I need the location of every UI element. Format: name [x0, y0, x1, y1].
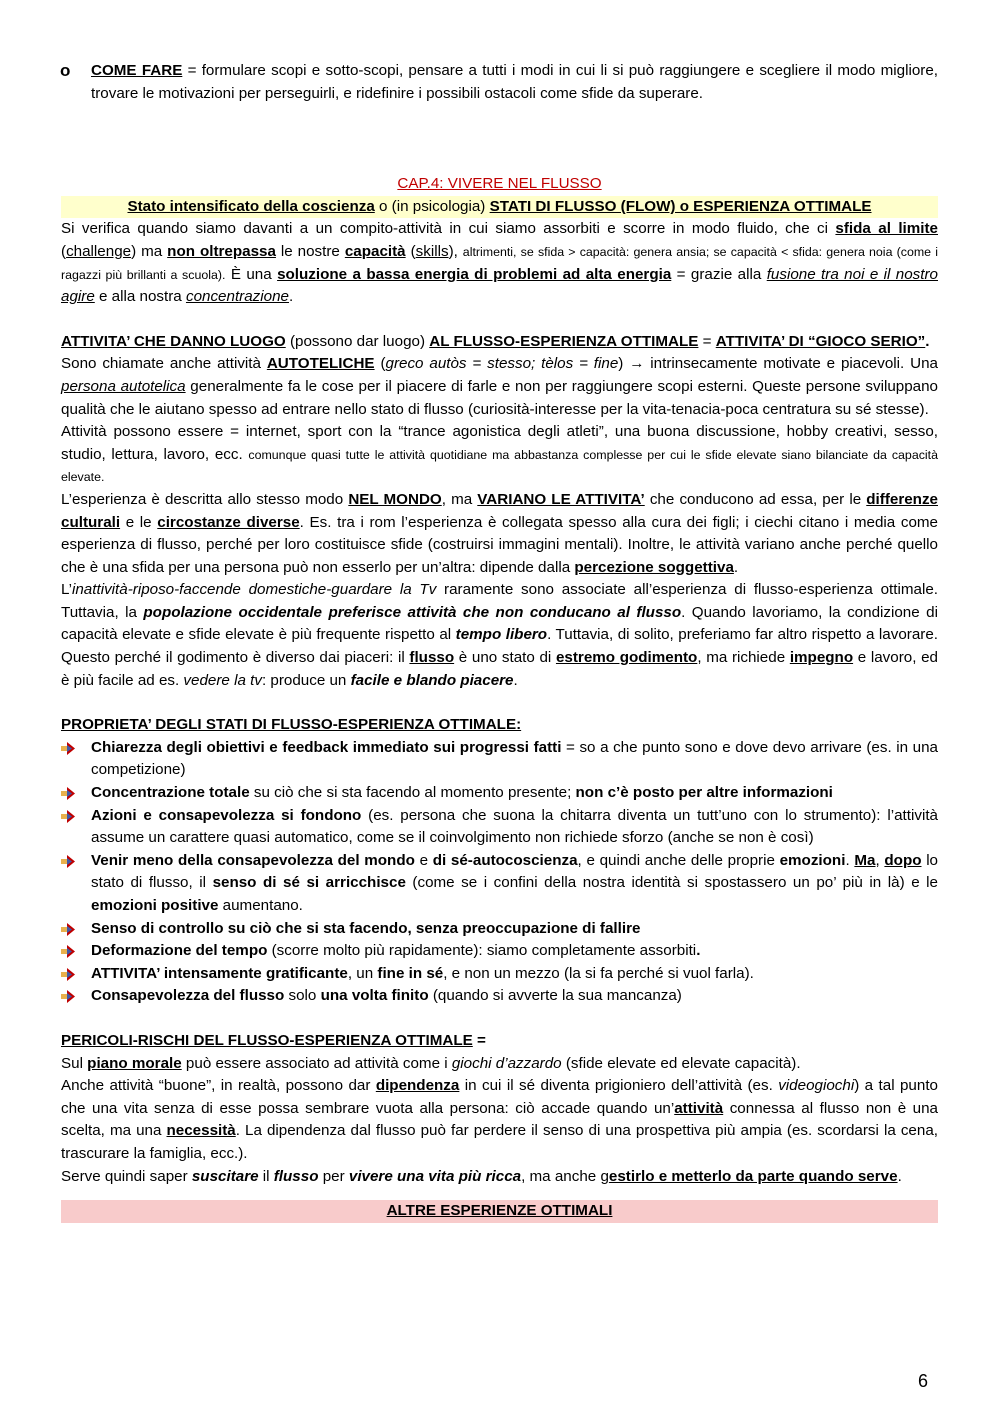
text-run: = [472, 1031, 486, 1049]
text-run: Ma [854, 851, 876, 869]
come-fare-label: COME FARE [91, 62, 183, 79]
text-run: ATTIVITA’ CHE DANNO LUOGO [61, 332, 286, 350]
text-run: è uno stato di [454, 649, 556, 667]
small-text-run: comunque quasi tutte le attività quotidiane ma abbastanza complesse per cui le sfide elevate siano bilanciate da capacità elevate. [61, 447, 938, 485]
risks-paragraph-1 [61, 1053, 938, 1076]
text-run: PERICOLI-RISCHI DEL FLUSSO-ESPERIENZA OTTIMALE [61, 1031, 473, 1049]
chapter-subtitle [61, 196, 938, 219]
text-run: emozioni [779, 851, 846, 869]
text-run: ) [618, 355, 630, 373]
text-run: ATTIVITA’ intensamente gratificante [91, 964, 348, 982]
text-run: ATTIVITA’ DI “GIOCO SERIO” [715, 332, 926, 350]
text-run: ( [405, 242, 416, 260]
text-run: e le [120, 513, 158, 531]
text-run: non oltrepassa [167, 242, 276, 260]
text-run: = [698, 332, 716, 350]
text-run: = so a che punto sono e dove devo arrivare (es. in una competizione) [91, 738, 938, 779]
subtitle-part-2: o (in psicologia) [374, 197, 490, 215]
text-run: Concentrazione totale [91, 784, 250, 802]
properties-list [61, 737, 938, 1008]
text-run: dopo [884, 851, 922, 869]
next-section-heading: ALTRE ESPERIENZE OTTIMALI [61, 1200, 938, 1223]
text-run: estremo godimento [555, 649, 698, 667]
text-run: . [513, 671, 518, 689]
text-run: challenge [66, 242, 132, 260]
text-run: Si verifica quando siamo davanti a un compito-attività in cui siamo assorbiti e scorre in modo fluido, che ci [61, 220, 836, 238]
list-item [61, 940, 938, 963]
text-run: : produce un [261, 671, 351, 689]
text-run: VARIANO LE ATTIVITA’ [477, 490, 645, 508]
text-run: flusso [273, 1167, 319, 1185]
risks-paragraph-3 [61, 1166, 938, 1189]
text-run: soluzione a bassa energia di problemi ad alta energia [277, 265, 672, 283]
text-run: ), [448, 242, 463, 260]
come-fare-text: = formulare scopi e sotto-scopi, pensare a tutti i modi in cui li si può raggiungere e scegliere il modo migliore, trovare le motivazioni per perseguirli, e ridefinire i possibili ostacoli come sfide da superare. [91, 62, 938, 102]
text-run: differenze culturali [61, 490, 938, 531]
text-run: (come se i confini della nostra identità si spostassero un po’ più in là) e le [405, 874, 938, 892]
text-run: senso di sé si arricchisce [212, 874, 406, 892]
text-run: circostanze diverse [157, 513, 300, 531]
text-run: Consapevolezza del flusso [91, 987, 285, 1005]
text-run: Serve quindi saper [61, 1167, 192, 1185]
text-run: vedere la tv [183, 671, 262, 689]
text-run: popolazione occidentale preferisce attività che non conducano al flusso [143, 603, 682, 621]
arrow-bullet-icon [61, 742, 75, 755]
risks-paragraph-2 [61, 1075, 938, 1165]
text-run: aumentano. [218, 897, 303, 914]
text-run: Venir meno della consapevolezza del mondo [91, 851, 415, 869]
text-run: ( [61, 242, 67, 260]
text-run: skills [415, 242, 449, 260]
text-run: videogiochi [778, 1077, 855, 1095]
text-run: impegno [789, 649, 854, 667]
text-run: concentrazione [185, 288, 289, 306]
text-run: vivere una vita più ricca [348, 1167, 522, 1185]
text-run: Attività possono essere = internet, sport con la “trance agonistica degli atleti”, una buona discussione, hobby creativi, sesso, studio, lettura, lavoro, ecc. [61, 423, 938, 463]
text-run: , e quindi anche delle proprie [577, 851, 780, 869]
spacer [61, 309, 938, 331]
text-run: su ciò che si sta facendo al momento presente; [249, 784, 576, 802]
text-run: giochi d’azzardo [451, 1054, 562, 1072]
spacer [61, 1188, 938, 1200]
text-run: L’esperienza è descritta allo stesso modo [61, 490, 349, 508]
text-run: (quando si avverte la sua mancanza) [428, 987, 682, 1005]
text-run: dipendenza [375, 1077, 460, 1095]
list-item [61, 737, 938, 782]
text-run: (es. persona che suona la chitarra diventa un tutt’uno con lo strumento): l’attività assume un carattere quasi automatico, come se il coinvolgimento non richiede sforzo (anche se non è così) [91, 806, 938, 847]
text-run: . Quando lavoriamo, la condizione di capacità elevate e sfide elevate è più frequente rispetto al [61, 603, 938, 644]
arrow-bullet-icon [61, 787, 75, 800]
text-run: , un [347, 964, 378, 982]
text-run: estirlo e metterlo da parte quando serve [608, 1167, 898, 1185]
text-run: e lavoro, ed è più facile ad es. [61, 649, 938, 689]
text-run: lo stato di flusso, il [91, 851, 939, 892]
right-arrow-icon: → [629, 355, 645, 373]
text-run: sfida al limite [835, 220, 938, 238]
text-run: connessa al flusso non è una scelta, ma una [61, 1099, 939, 1140]
arrow-bullet-icon [61, 923, 75, 936]
small-text-run: altrimenti, se sfida > capacità: genera ansia; se capacità < sfida: genera noia (come i ragazzi più brillanti a scuola). [61, 244, 938, 282]
text-run: ) a tal punto che una vita senza di esse possa sembrare vuota alla persona: ciò accade quando un’ [61, 1077, 938, 1117]
text-run: (sfide elevate ed elevate capacità). [561, 1054, 801, 1072]
arrow-bullet-icon [61, 990, 75, 1003]
text-run: intrinsecamente motivate e piacevoli. Una [644, 355, 938, 373]
text-run: generalmente fa le cose per il piacere di farle e non per raggiungere scopi esterni. Queste persone sviluppano qualità che le aiutano spesso ad entrare nello stato di flusso (curiosità-interesse per la vita-tenacia-poca centratura su sé stesse). [61, 377, 939, 418]
text-run: in cui il sé diventa prigioniero dell’attività (es. [459, 1077, 779, 1095]
text-run: Azioni e consapevolezza si fondono [91, 806, 362, 824]
text-run: non c’è posto per altre informazioni [575, 784, 833, 802]
text-run: che conducono ad essa, per le [644, 490, 867, 508]
subtitle-part-3: STATI DI FLUSSO (FLOW) o ESPERIENZA OTTIMALE [489, 197, 872, 215]
activities-examples-paragraph [61, 421, 938, 489]
list-item [61, 918, 938, 941]
text-run: e alla nostra [94, 288, 186, 306]
text-run: , ma richiede [697, 649, 790, 667]
text-run: le nostre [275, 242, 345, 260]
text-run: . [733, 558, 739, 576]
text-run: = grazie alla [671, 265, 767, 283]
text-run: ( [374, 355, 386, 373]
text-run: È una [225, 265, 278, 283]
text-run: . [925, 332, 930, 350]
text-run: Sul [61, 1054, 88, 1072]
text-run: fine in sé [377, 964, 444, 982]
text-run: Chiarezza degli obiettivi e feedback immediato sui progressi fatti [91, 738, 562, 756]
text-run: L’ [61, 581, 72, 599]
autotelic-paragraph [61, 353, 938, 421]
text-run: necessità [166, 1122, 236, 1140]
text-run: Senso di controllo su ciò che si sta facendo, senza preoccupazione di fallire [91, 919, 641, 937]
text-run: Anche attività “buone”, in realtà, possono dar [61, 1077, 376, 1095]
world-variation-paragraph [61, 489, 938, 579]
text-run: capacità [344, 242, 406, 260]
text-run: per [318, 1167, 349, 1185]
text-run: Deformazione del tempo [91, 942, 268, 960]
properties-heading: PROPRIETA’ DEGLI STATI DI FLUSSO-ESPERIENZA OTTIMALE: [61, 716, 522, 734]
text-run: tempo libero [455, 626, 548, 644]
text-run: (scorre molto più rapidamente): siamo completamente assorbiti [267, 942, 697, 960]
list-item [61, 805, 938, 850]
text-run: piano morale [87, 1054, 182, 1072]
text-run: percezione soggettiva [574, 558, 734, 576]
text-run: , ma anche g [521, 1167, 609, 1185]
document-body [61, 60, 938, 1223]
text-run: AL FLUSSO-ESPERIENZA OTTIMALE [429, 332, 699, 350]
text-run: . Tuttavia, di solito, preferiamo far altro rispetto a lavorare. Questo perché il godimento è diverso dai piaceri: il [61, 626, 938, 667]
text-run: , ma [441, 490, 478, 508]
arrow-bullet-icon [61, 945, 75, 958]
text-run: facile e blando piacere [350, 671, 514, 689]
text-run: . [288, 288, 294, 306]
list-item [61, 782, 938, 805]
arrow-bullet-icon [61, 968, 75, 981]
text-run: . [845, 851, 855, 869]
inactivity-paragraph [61, 579, 938, 692]
subtitle-part-1: Stato intensificato della coscienza [127, 197, 375, 215]
text-run: fusione tra noi e il nostro agire [61, 265, 938, 306]
risks-heading [61, 1030, 938, 1053]
bullet-o-mark: o [60, 61, 71, 80]
activities-heading-paragraph [61, 331, 938, 354]
text-run: ) ma [131, 242, 168, 260]
text-run: Sono chiamate anche attività [61, 355, 267, 373]
list-item [61, 850, 938, 918]
text-run: NEL MONDO [348, 490, 442, 508]
page-number: 6 [918, 1371, 929, 1391]
text-run: flusso [409, 649, 455, 667]
text-run: inattività-riposo-faccende domestiche-guardare la Tv [71, 581, 437, 599]
text-run: , e non un mezzo (la si fa perché si vuol farla). [443, 964, 754, 982]
text-run: il [258, 1167, 274, 1185]
arrow-bullet-icon [61, 855, 75, 868]
text-run: . Es. tra i rom l’esperienza è collegata spesso alla cura dei figli; i ciechi citano i media come esperienza di flusso, perché per loro costituisce sfide (costruirsi immagini mentali). Inoltre, le attività variano anche perché quello che è una sfida per una persona può non esserlo per un’altra: dipende dalla [61, 513, 938, 576]
spacer [61, 105, 938, 173]
text-run: di sé-autocoscienza [432, 851, 578, 869]
flow-definition-paragraph [61, 218, 938, 308]
text-run: . [897, 1167, 902, 1185]
text-run: . [696, 942, 701, 960]
text-run: persona autotelica [61, 377, 186, 395]
text-run: . La dipendenza dal flusso può far perdere il senso di una prospettiva più ampia (es. scordarsi la cena, trascurare la famiglia, ecc.). [61, 1122, 938, 1162]
text-run: attività [674, 1099, 724, 1117]
chapter-title: CAP.4: VIVERE NEL FLUSSO [397, 175, 602, 193]
list-item [61, 963, 938, 986]
text-run: raramente sono associate all’esperienza di flusso-esperienza ottimale. Tuttavia, la [61, 581, 939, 621]
spacer [61, 692, 938, 714]
text-run: e [414, 851, 433, 869]
list-item [61, 985, 938, 1008]
text-run: greco autòs = stesso; tèlos = fine [385, 355, 619, 373]
text-run: una volta finito [320, 987, 429, 1005]
text-run: , [875, 851, 885, 869]
text-run: AUTOTELICHE [266, 355, 375, 373]
text-run: solo [284, 987, 321, 1005]
text-run: può essere associato ad attività come i [181, 1054, 452, 1072]
spacer [61, 1008, 938, 1030]
arrow-bullet-icon [61, 810, 75, 823]
come-fare-item [61, 60, 938, 105]
text-run: (possono dar luogo) [285, 332, 430, 350]
text-run: emozioni positive [91, 897, 219, 914]
text-run: suscitare [191, 1167, 259, 1185]
